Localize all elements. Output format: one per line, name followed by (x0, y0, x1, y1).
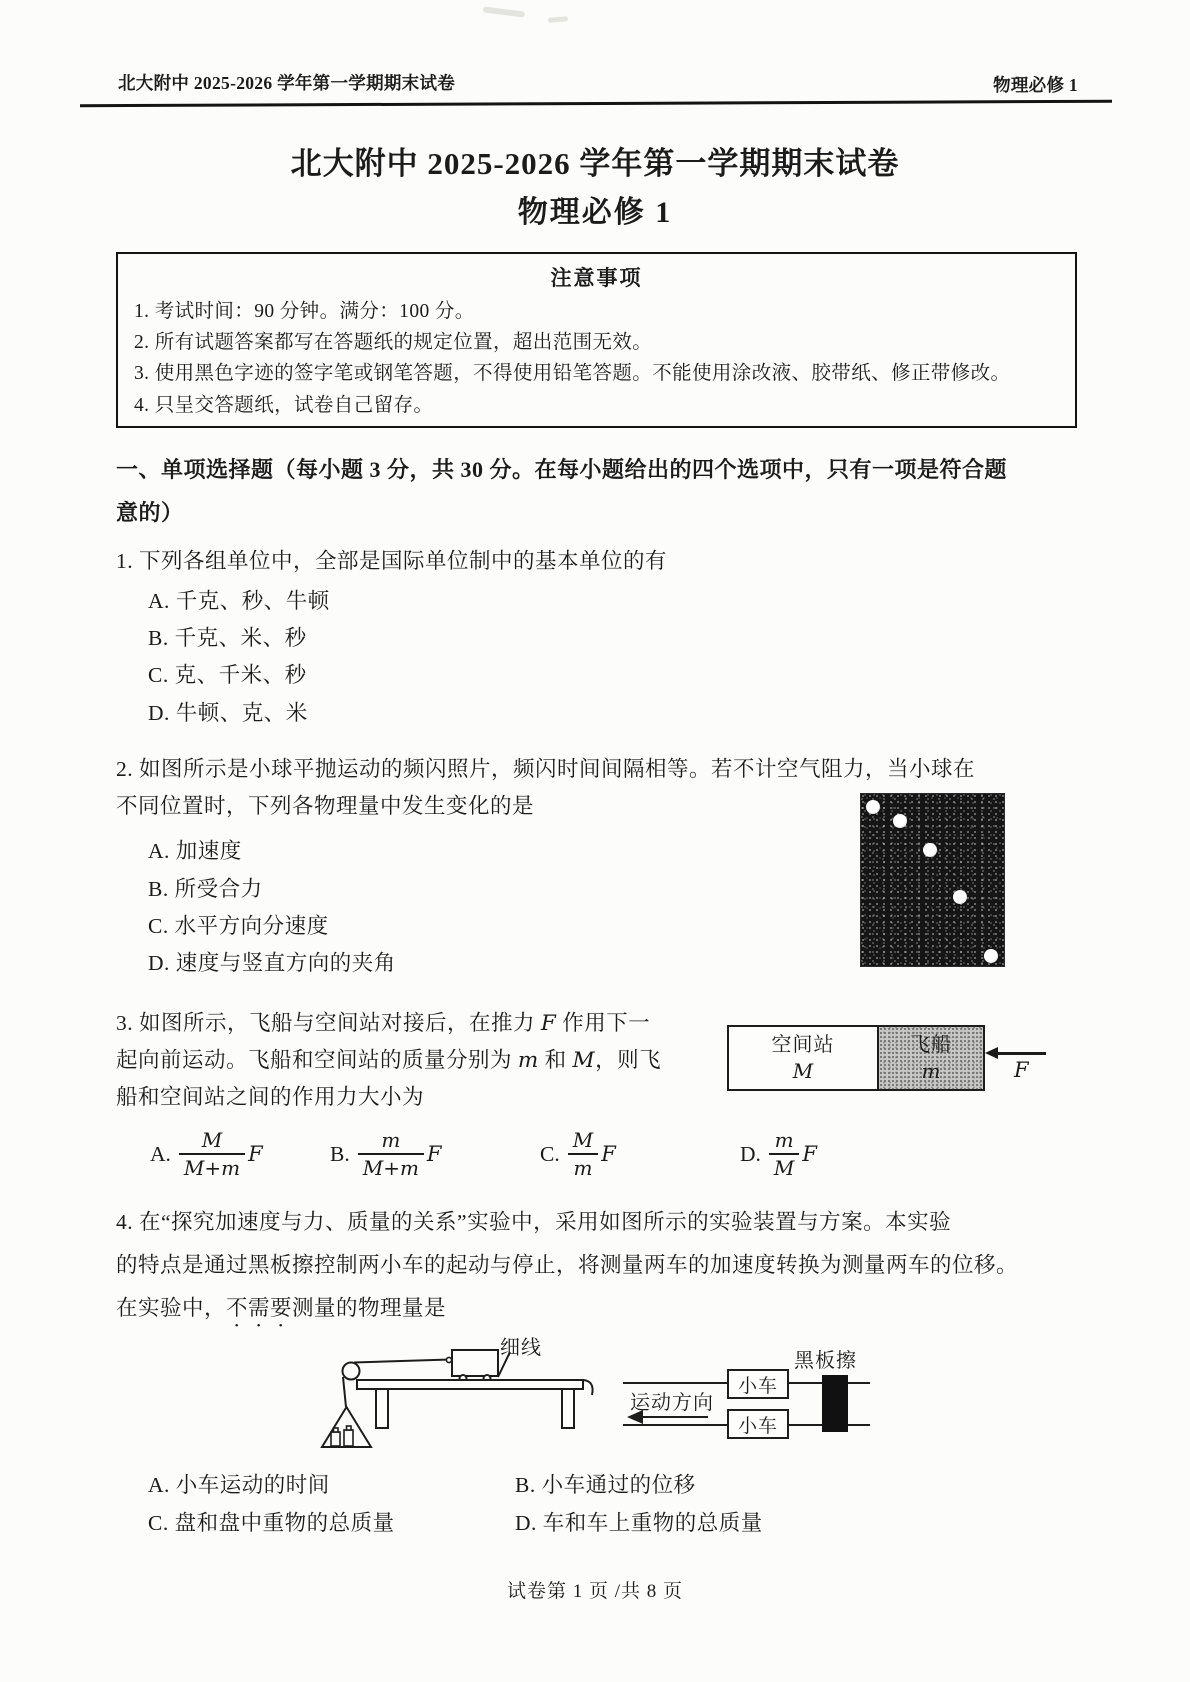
strobe-ball (923, 843, 937, 857)
strobe-ball (893, 814, 907, 828)
ship-cell (877, 1027, 983, 1089)
notice-item-1: 1. 考试时间：90 分钟。满分：100 分。 (134, 301, 475, 322)
table-leg (562, 1389, 574, 1428)
q4-stem-line1: 4. 在“探究加速度与力、质量的关系”实验中，采用如图所示的实验装置与方案。本实验 (116, 1210, 952, 1234)
option-letter: C. (540, 1141, 560, 1166)
weight (331, 1432, 340, 1446)
q1-option-b: B. 千克、米、秒 (148, 626, 307, 650)
eraser-block (822, 1375, 848, 1432)
cart-box-bottom-label: 小车 (737, 1415, 778, 1437)
q4-stem-line3 (116, 1291, 446, 1332)
docking-diagram (727, 1025, 985, 1091)
table-leg (376, 1389, 388, 1428)
mass-symbol-m: m (517, 1048, 539, 1073)
station-cell (729, 1027, 877, 1089)
force-arrow-head (985, 1047, 998, 1059)
q3-stem-text: 和 (538, 1048, 573, 1072)
page-title: 北大附中 2025-2026 学年第一学期期末试卷 (290, 146, 900, 181)
q1-option-d: D. 牛顿、克、米 (148, 701, 308, 725)
fraction-numerator: m (358, 1128, 424, 1155)
notice-box (116, 252, 1077, 428)
fraction-suffix: F (426, 1142, 442, 1166)
station-label: 空间站 (771, 1034, 835, 1056)
q3-stem-text: 起向前运动。飞船和空间站的质量分别为 (116, 1048, 518, 1072)
q4-stem-text: 测量的物理量是 (292, 1296, 447, 1320)
q4-stem-line2: 的特点是通过黑板擦控制两小车的起动与停止，将测量两车的加速度转换为测量两车的位移。 (116, 1253, 1019, 1277)
q3-option-a (150, 1128, 263, 1180)
q1-option-c: C. 克、千米、秒 (148, 663, 307, 687)
q3-stem-text: 作用下一 (556, 1011, 651, 1035)
q1-option-a: A. 千克、秒、牛顿 (148, 589, 330, 613)
q4-option-c: C. 盘和盘中重物的总质量 (148, 1511, 395, 1535)
q2-option-d: D. 速度与竖直方向的夹角 (148, 951, 396, 975)
direction-label: 运动方向 (630, 1392, 714, 1414)
page-footer: 试卷第 1 页 /共 8 页 (506, 1581, 684, 1602)
scan-artifact (483, 6, 525, 17)
fraction-numerator: M (179, 1128, 245, 1155)
header-rule (80, 100, 1112, 108)
q3-stem-text: ，则飞 (595, 1048, 662, 1072)
q3-option-b (330, 1128, 442, 1180)
force-arrow-label: F (1014, 1058, 1029, 1082)
weight (334, 1428, 339, 1432)
running-header-left: 北大附中 2025-2026 学年第一学期期末试卷 (118, 73, 456, 93)
q4-stem-emphasis: 不需要 (226, 1296, 293, 1320)
hanging-string (343, 1377, 346, 1407)
force-arrow (996, 1052, 1046, 1055)
fraction (568, 1128, 598, 1180)
q2-stem-line1: 2. 如图所示是小球平抛运动的频闪照片，频闪时间间隔相等。若不计空气阻力，当小球在 (116, 757, 976, 781)
eraser-label: 黑板擦 (794, 1350, 857, 1372)
fraction (358, 1128, 424, 1180)
ship-label: 飞船 (910, 1034, 952, 1056)
running-header-right: 物理必修 1 (993, 75, 1078, 95)
string-label: 细线 (500, 1337, 542, 1359)
q3-stem-line3: 船和空间站之间的作用力大小为 (116, 1085, 425, 1109)
q2-stem-line2: 不同位置时，下列各物理量中发生变化的是 (116, 794, 535, 818)
fraction-denominator: M+m (183, 1156, 241, 1180)
station-mass: M (792, 1059, 814, 1083)
fraction-denominator: M+m (362, 1156, 419, 1180)
cart (452, 1350, 498, 1376)
strobe-photo (860, 793, 1005, 967)
string (354, 1360, 450, 1363)
weight (344, 1430, 353, 1446)
fraction-denominator: m (573, 1156, 593, 1180)
fraction (769, 1128, 799, 1180)
q3-option-c (540, 1128, 616, 1180)
strobe-ball (984, 949, 998, 963)
notice-item-4: 4. 只呈交答题纸，试卷自己留存。 (134, 395, 434, 416)
fraction-denominator: M (773, 1156, 795, 1180)
q1-stem: 1. 下列各组单位中，全部是国际单位制中的基本单位的有 (116, 549, 668, 573)
option-letter: D. (740, 1141, 761, 1166)
option-letter: B. (330, 1141, 350, 1166)
weight (347, 1426, 352, 1430)
scan-artifact (548, 16, 568, 23)
force-symbol: F (540, 1011, 557, 1036)
notice-item-3: 3. 使用黑色字迹的签字笔或钢笔答题，不得使用铅笔答题。不能使用涂改液、胶带纸、修正带修改。 (134, 363, 1011, 384)
string-hook (446, 1357, 451, 1362)
pulley (343, 1363, 360, 1380)
q2-option-a: A. 加速度 (148, 839, 242, 863)
cart-box-top-label: 小车 (737, 1375, 778, 1397)
strobe-ball (866, 800, 880, 814)
fraction-numerator: m (769, 1128, 799, 1155)
ship-mass: m (921, 1059, 941, 1083)
fraction-suffix: F (601, 1142, 616, 1166)
mass-symbol-M: M (572, 1048, 596, 1073)
fraction-suffix: F (802, 1142, 817, 1166)
strobe-ball (953, 890, 967, 904)
q3-option-d (740, 1128, 817, 1180)
q4-stem-text: 在实验中， (116, 1296, 227, 1320)
q2-option-b: B. 所受合力 (148, 877, 263, 901)
fraction-numerator: M (568, 1128, 598, 1155)
q4-option-b: B. 小车通过的位移 (515, 1473, 696, 1497)
q4-option-d: D. 车和车上重物的总质量 (515, 1511, 763, 1535)
section-heading-line2: 意的） (116, 500, 184, 525)
q2-option-c: C. 水平方向分速度 (148, 914, 329, 938)
fraction-suffix: F (248, 1142, 263, 1166)
q4-option-a: A. 小车运动的时间 (148, 1473, 330, 1497)
q3-stem-line1 (116, 1006, 650, 1037)
q3-stem-text: 3. 如图所示，飞船与空间站对接后，在推力 (116, 1011, 541, 1035)
table-edge-curl (583, 1380, 593, 1395)
notice-item-2: 2. 所有试题答案都写在答题纸的规定位置，超出范围无效。 (134, 332, 653, 353)
page-subtitle: 物理必修 1 (517, 196, 673, 229)
table-top (357, 1380, 583, 1389)
q3-stem-line2 (116, 1043, 661, 1074)
section-heading-line1: 一、单项选择题（每小题 3 分，共 30 分。在每小题给出的四个选项中，只有一项是符合题 (116, 457, 1008, 482)
option-letter: A. (150, 1141, 171, 1166)
fraction (179, 1128, 245, 1180)
notice-title: 注意事项 (550, 266, 643, 290)
